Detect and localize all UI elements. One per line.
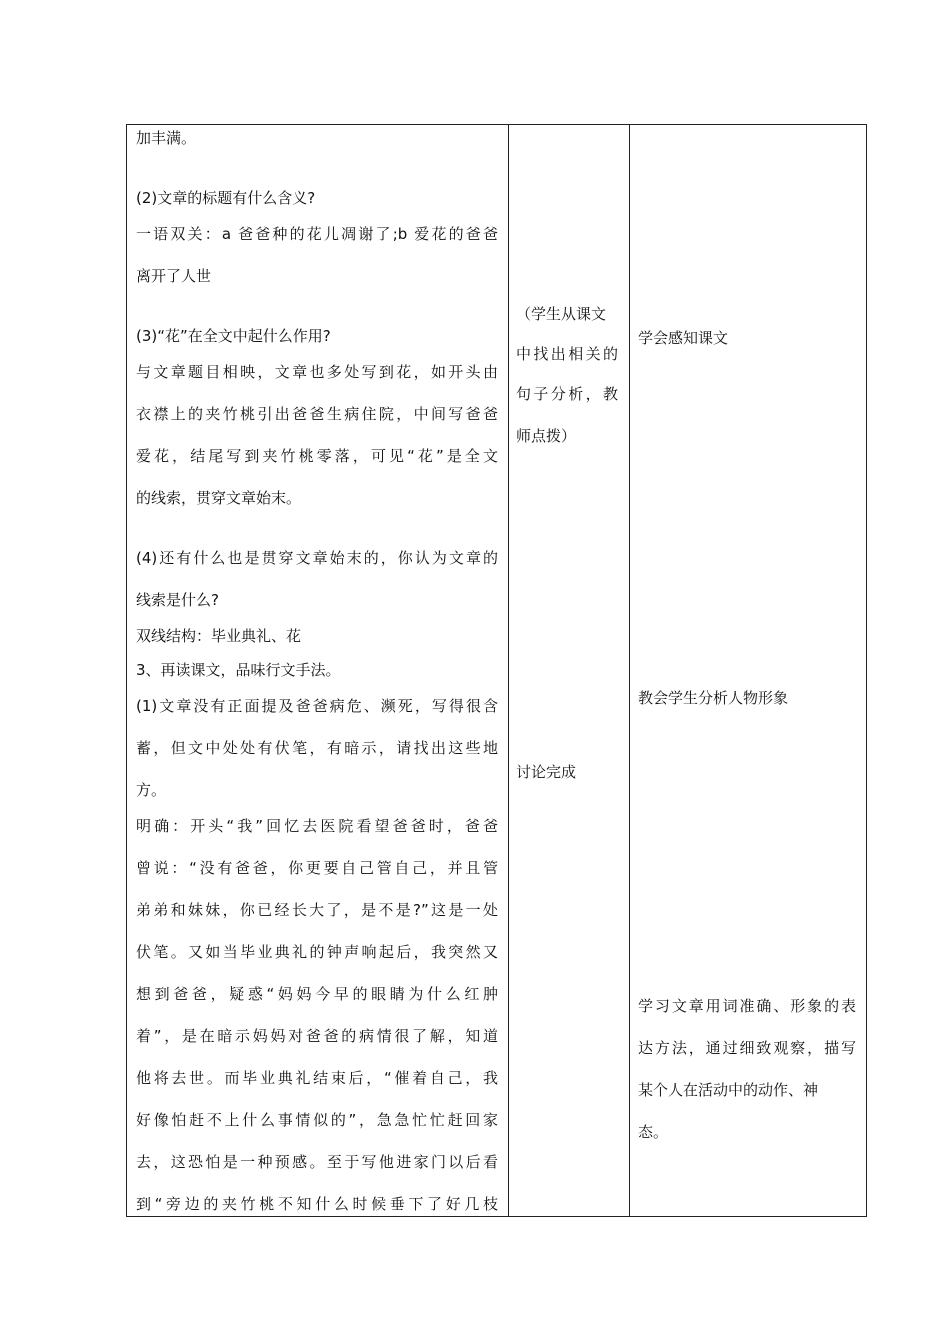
content-line: 离开了人世 <box>136 267 212 285</box>
section-heading: 3、再读课文，品味行文手法。 <box>136 661 341 679</box>
content-line: 双线结构：毕业典礼、花 <box>136 627 302 645</box>
column-divider <box>508 125 509 1216</box>
activity-line: 句子分析，教 <box>516 385 618 403</box>
content-line: 曾说：“没有爸爸，你更要自己管自己，并且管 <box>136 859 498 877</box>
content-line: 明确：开头“我”回忆去医院看望爸爸时，爸爸 <box>136 817 498 835</box>
content-line: 与文章题目相映，文章也多处写到花，如开头由 <box>136 363 498 381</box>
content-line: 衣襟上的夹竹桃引出爸爸生病住院，中间写爸爸 <box>136 405 498 423</box>
column-divider <box>629 125 630 1216</box>
content-line: 伏笔。又如当毕业典礼的钟声响起后，我突然又 <box>136 943 498 961</box>
content-line: 的线索，贯穿文章始末。 <box>136 489 302 507</box>
content-line: 弟弟和妹妹，你已经长大了，是不是?”这是一处 <box>136 901 498 919</box>
question-line: (1)文章没有正面提及爸爸病危、濒死，写得很含 <box>136 697 498 715</box>
objective-line: 教会学生分析人物形象 <box>638 689 789 707</box>
content-line: 一语双关：a 爸爸种的花儿凋谢了;b 爱花的爸爸 <box>136 225 498 243</box>
content-line: 加丰满。 <box>136 129 197 147</box>
activity-line: 中找出相关的 <box>516 345 618 363</box>
question-line: (3)“花”在全文中起什么作用? <box>136 327 331 345</box>
content-line: 好像怕赶不上什么事情似的”，急急忙忙赶回家 <box>136 1111 498 1129</box>
objective-line: 某个人在活动中的动作、神 <box>638 1081 819 1099</box>
content-line: 想到爸爸，疑惑“妈妈今早的眼睛为什么红肿 <box>136 985 498 1003</box>
content-line: 到“旁边的夹竹桃不知什么时候垂下了好几枝 <box>136 1195 498 1213</box>
content-line: 去，这恐怕是一种预感。至于写他进家门以后看 <box>136 1153 498 1171</box>
content-line: 爱花，结尾写到夹竹桃零落，可见“花”是全文 <box>136 447 498 465</box>
content-line: 着”，是在暗示妈妈对爸爸的病情很了解，知道 <box>136 1027 498 1045</box>
objective-line: 态。 <box>638 1123 669 1141</box>
content-line: 线索是什么? <box>136 591 219 609</box>
activity-line: 师点拨） <box>516 427 577 445</box>
question-line: (2)文章的标题有什么含义? <box>136 189 316 207</box>
content-line: 他将去世。而毕业典礼结束后，“催着自己，我 <box>136 1069 498 1087</box>
question-line: (4)还有什么也是贯穿文章始末的，你认为文章的 <box>136 549 498 567</box>
activity-line: （学生从课文 <box>516 305 607 323</box>
content-line: 蓄，但文中处处有伏笔，有暗示，请找出这些地 <box>136 739 498 757</box>
content-line: 方。 <box>136 781 167 799</box>
objective-line: 学会感知课文 <box>638 329 729 347</box>
activity-line: 讨论完成 <box>516 763 577 781</box>
objective-line: 达方法，通过细致观察，描写 <box>638 1039 856 1057</box>
objective-line: 学习文章用词准确、形象的表 <box>638 997 856 1015</box>
